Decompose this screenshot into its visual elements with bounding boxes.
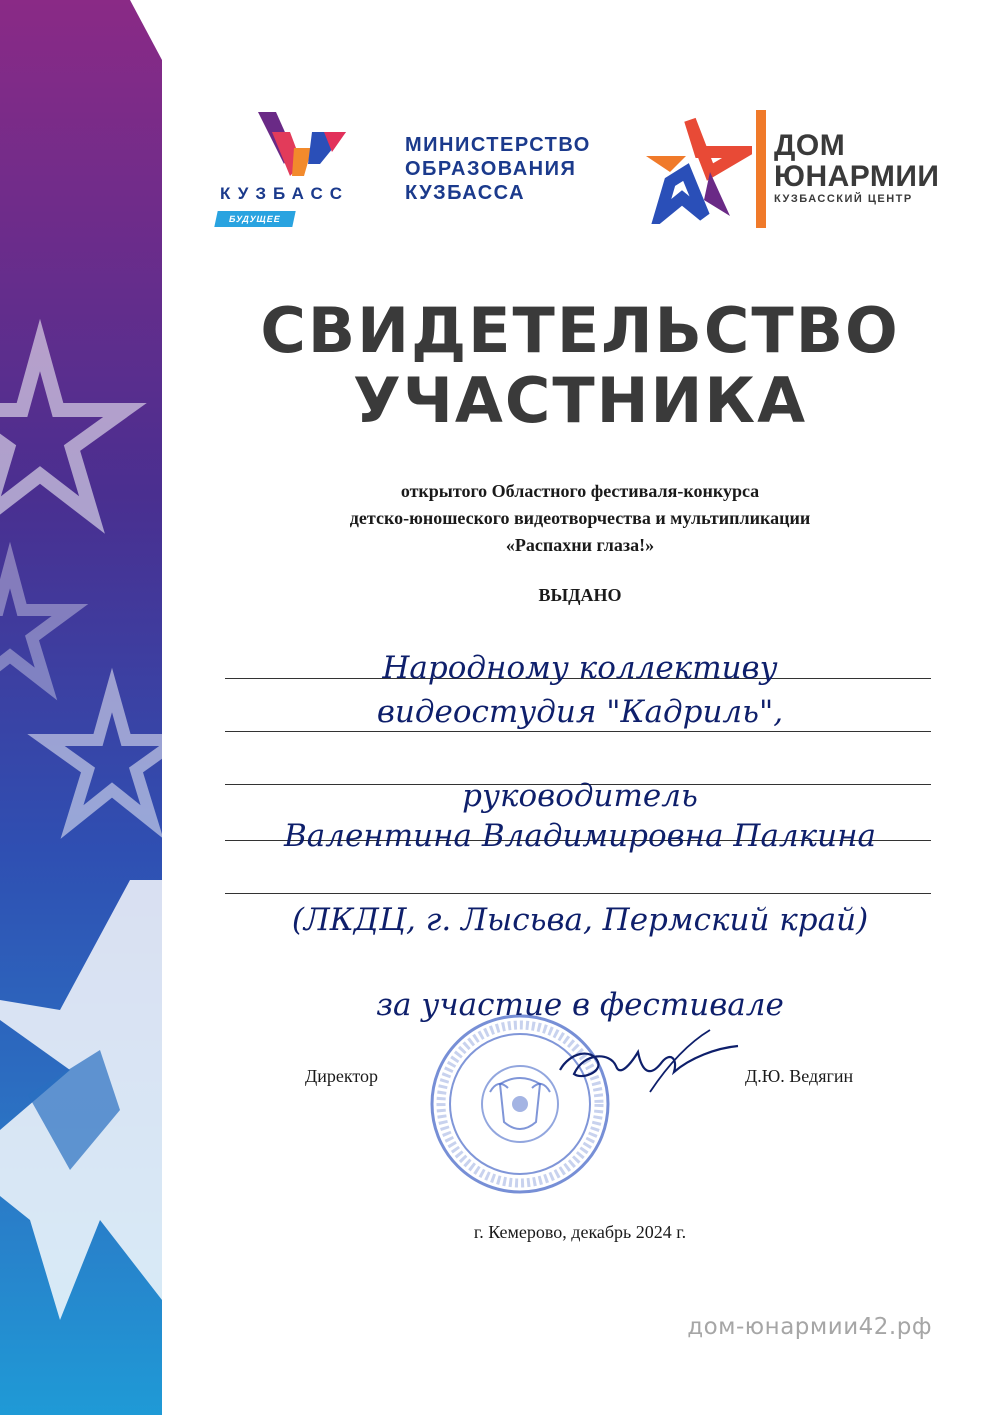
recipient-line-4: Валентина Владимировна Палкина: [283, 818, 877, 854]
left-decorative-stripe: [0, 0, 162, 1415]
reason-text: за участие в фестивале: [376, 987, 784, 1023]
ministry-logo-text: [405, 133, 591, 205]
place-and-date: г. Кемерово, декабрь 2024 г.: [473, 1222, 687, 1242]
recipient-line-2: видеостудия "Кадриль",: [376, 694, 784, 730]
signatory-position: Директор: [305, 1066, 379, 1086]
ministry-line-1: МИНИСТЕРСТВО: [405, 134, 591, 156]
signature-icon: [540, 1022, 740, 1102]
dom-yunarmii-line-1: ДОМ: [774, 129, 846, 162]
dom-yunarmii-title: [774, 130, 940, 192]
dom-yunarmii-line-2: ЮНАРМИИ: [774, 160, 940, 193]
kuzbass-logo-icon: [250, 108, 360, 180]
certificate-title-line-1: СВИДЕТЕЛЬСТВО: [260, 294, 900, 367]
festival-description: [160, 478, 1000, 559]
recipient-line-3: руководитель: [462, 778, 698, 814]
recipient-line-5: (ЛКДЦ, г. Лысьва, Пермский край): [291, 902, 869, 938]
certificate-title-line-2: УЧАСТНИКА: [352, 364, 808, 437]
festival-line-2: детско-юношеского видеотворчества и мультипликации: [349, 508, 811, 528]
ministry-line-3: КУЗБАССА: [405, 182, 526, 204]
dom-yunarmii-subtitle: КУЗБАССКИЙ ЦЕНТР: [774, 193, 913, 205]
website-address: дом-юнармии42.рф: [687, 1314, 932, 1340]
dom-yunarmii-star-icon: [640, 112, 752, 224]
ministry-line-2: ОБРАЗОВАНИЯ: [405, 158, 577, 180]
recipient-line-1: Народному коллективу: [382, 650, 778, 686]
issued-label: ВЫДАНО: [538, 585, 622, 605]
signatory-name: Д.Ю. Ведягин: [745, 1066, 854, 1086]
dom-yunarmii-divider: [756, 110, 766, 228]
festival-line-3: «Распахни глаза!»: [505, 535, 655, 555]
kuzbass-logo-text: КУЗБАСС: [220, 184, 350, 203]
ruled-line: [225, 893, 931, 894]
kuzbass-logo-tag: БУДУЩЕЕ: [214, 211, 295, 227]
festival-line-1: открытого Областного фестиваля-конкурса: [400, 481, 760, 501]
